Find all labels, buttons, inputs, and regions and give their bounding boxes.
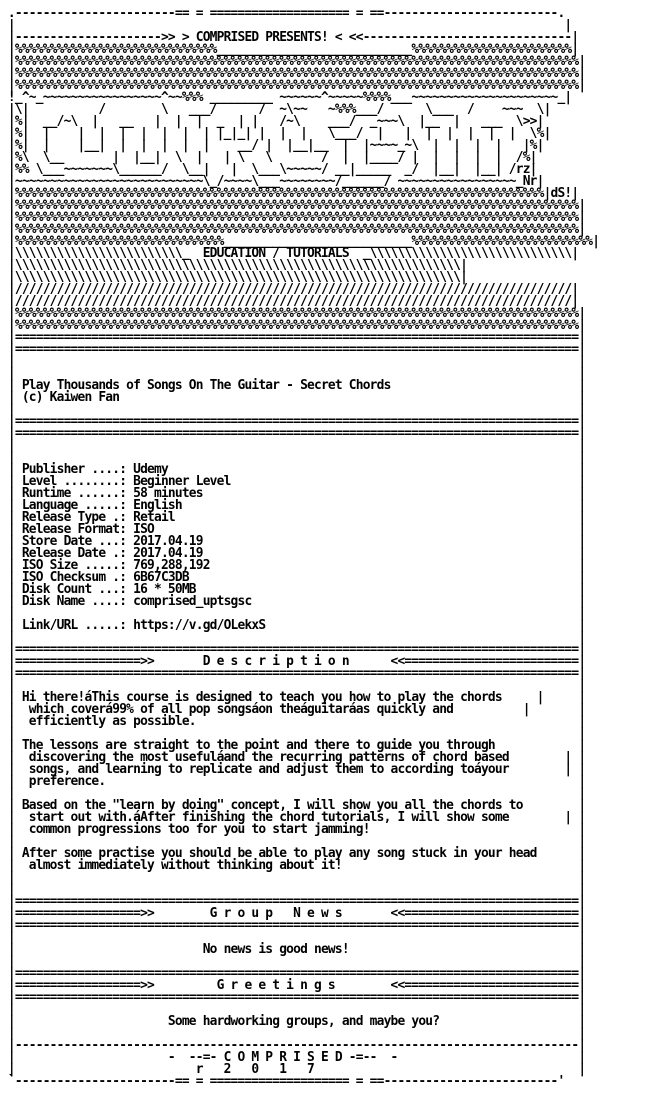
nfo-header: .-----------------------== = ==================== = ==-------------------------. | | |--------------------->> > COMPRISED PRESENTS! < <<------------------------------| |%%%%%%%%%%%%%%%%%%%%%%%%%%%%%____________________________%%%%%%%%%%%%%%%%%%%%%%%| |%%%%%%%%%%%%%%%%%%%%%%%%%%%%%%%%%%%%%%%%%%%%%%%%%%%%%%%%%%%%%%%%%%%%%%%%%%%%%%%%%| |%%%%%%%%%%%%%%%%%%%%%%%%%%%%%%%%%%%%%%%%%%%%%%%%%%%%%%%%%%%%%%%%%%%%%%%%%%%%%%%%%| |%%%%%%%%%%%%%%%%%%%%%%%%%%%%%%%%%%%%%%%%%%%%%%%%%%%%%%%%%%%%%%%%%%%%%%%%%%%%%%%%%| !_^~_~~~~~~~~~~~~~~~~~^~~%%% _________ ~~~~~~^~~~~~%%%%___~~~~~~~~~~~~~~~~~~~~~_| — [7, 6, 586, 105]
nfo-footer: | - --=- C O M P R I S E D -=-- - | | r 2 0 1 7 | `-----------------------== = ==================== = ==-------------------------' — [7, 1050, 586, 1089]
nfo-info-block: | Publisher ....: Udemy | | Level ........: Beginner Level | | Runtime ......: 58 minutes | | Language .....: English | | Release Type .: Retail | | Release Format: ISO | | Store Date ...: 2017.04.19 | | Release Date .: 2017.04.19 | | ISO Size .....: 769,288,192 | | ISO Checksum .: 6B67C3DB | | Disk Count ...: 16 * 50MB | | Disk Name ....: comprised_uptsgsc | | | | Link/URL .....: https://v.gd/OLekxS | | | |=================================================================================| — [7, 462, 586, 657]
nfo-news-block: |==================>> G r o u p N e w s <<=========================| |=================================================================================| | | | No news is good news! | | | |=================================================================================| — [7, 906, 586, 981]
nfo-title-block: | | | | | Play Thousands of Songs On The Guitar - Secret Chords | | (c) Kaiwen Fan | | | |=================================================================================| |=================================================================================| | | | | — [7, 354, 586, 465]
nfo-description-block: |==================>> D e s c r i p t i o n <<=========================| |=================================================================================| | | | Hi there!áThis course is designed to teach you how to play the chords | | | which coverá99% of all pop songsáon theáguitaráas quickly and | | | efficiently as possible. | | | | The lessons are straight to the point and there to guide you through | | discovering the most usefuláand the recurring patterns of chord based | | | songs, and learning to replicate and adjust them to according toáyour | | | preference. | | | | Based on the "learn by doing" concept, I will show you all the chords to | | start out with.áAfter finishing the chord tutorials, I will show some | | | common progressions too for you to start jamming! | | | | After some practise you should be able to play any song stuck in your head | | almost immediately without thinking about it! | | | | | |=================================================================================| — [7, 654, 586, 909]
nfo-logo: |\| / \ ___/ / ~\~~ ~%%%___/ \___ / ~~~ \| |%| __/~\ | __ | | | _ | | /~\ ___/ _~~~\ |__ | ___ \>>| |%| | | | | | | | | |_|_| | | | \___/ | | | | | | | \%| |%| | |__| | | | | | __/ | |__|__ | |~~~~_~\ | | | | |%| |%\ \__ | |__| \ | | \ \ / | |____/ | | | | | /%| |%% \___~~~~~~~\______/ \__| | \___\~~~~~/ __|_____ _/ |__| |__| /rz| |~~~~~~~~~~~~~~~~~~~~~~~~~~~\_/~~~~\___~~~~~~~~/______/ ~~~~~~~~~~~~~~~~~_Nr| |%%%%%%%%%%%%%%%%%%%%%%%%%%%%%%%%%%%%%%%%%%%%%%%%%%%%%%%%%%%%%%%%%%%%%%%%%%%%|dS!| |%%%%%%%%%%%%%%%%%%%%%%%%%%%%%%%%%%%%%%%%%%%%%%%%%%%%%%%%%%%%%%%%%%%%%%%%%%%%%%%%%| |%%%%%%%%%%%%%%%%%%%%%%%%%%%%%%%%%%%%%%%%%%%%%%%%%%%%%%%%%%%%%%%%%%%%%%%%%%%%%%%%%| |%%%%%%%%%%%%%%%%%%%%%%%%%%%%%%%%%%%%%%%%%%%%%%%%%%%%%%%%%%%%%%%%%%%%%%%%%%%%%%%%%| — [7, 102, 586, 237]
nfo-category: |%%%%%%%%%%%%%%%%%%%%%%%%%%%%%%___________________________%%%%%%%%%%%%%%%%%%%%%%%%%%| |\\\\\\\\\\\\\\\\\\\\\\\\_ EDUCATION / TUTORIALS _\\\\\\\\\\\\\\\\\\\\\\\\\\\\\| |\\\\\\\\\\\\\\\\\\\\\\\\\\\\\\\\\\\\\\\\\\\\\\\\\\\\\\\\\\\\\\\\| |\\\\\\\\\\\\\\\\\\\\\\\\\\\\\\\\\\\\\\\\\\\\\\\\\\\\\\\\\\\\\\\\| |////////////////////////////////////////////////////////////////////////////////| |////////////////////////////////////////////////////////////////////////////////| |%%%%%%%%%%%%%%%%%%%%%%%%%%%%%%%%%%%%%%%%%%%%%%%%%%%%%%%%%%%%%%%%%%%%%%%%%%%%%%%%%| |%%%%%%%%%%%%%%%%%%%%%%%%%%%%%%%%%%%%%%%%%%%%%%%%%%%%%%%%%%%%%%%%%%%%%%%%%%%%%%%%%| |=================================================================================| |=================================================================================| — [7, 234, 600, 357]
nfo-greetings-block: |==================>> G r e e t i n g s <<=========================| |=================================================================================| | | | Some hardworking groups, and maybe you? | | | |---------------------------------------------------------------------------------| — [7, 978, 586, 1053]
